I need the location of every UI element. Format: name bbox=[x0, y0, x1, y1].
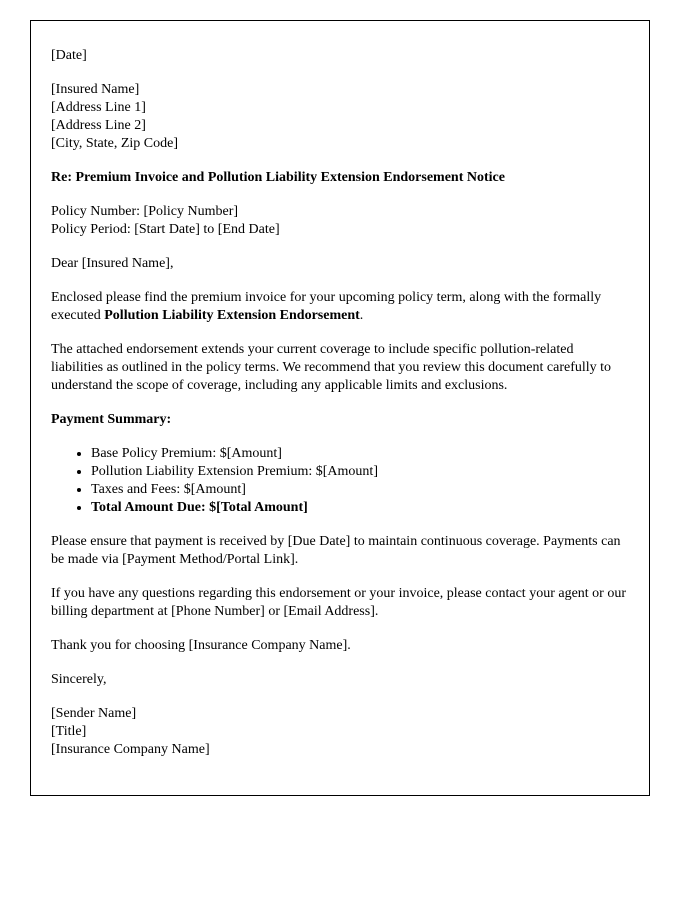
salutation: Dear [Insured Name], bbox=[51, 256, 174, 271]
body-paragraph-1-text: Enclosed please find the premium invoice for your upcoming policy term, along with the formally executed bbox=[51, 290, 602, 323]
payment-item-extension-premium: • Pollution Liability Extension Premium: $[Amount] bbox=[91, 463, 629, 481]
policy-number-line: Policy Number: [Policy Number] bbox=[51, 204, 239, 219]
recipient-name: [Insured Name] bbox=[51, 82, 140, 97]
body-paragraph-1-period: . bbox=[359, 308, 364, 323]
body-paragraph-3: Please ensure that payment is received by [Due Date] to maintain continuous coverage. Payments can be made via [Payment Method/Portal Link]. bbox=[51, 534, 621, 567]
body-paragraph-1 bbox=[51, 289, 629, 325]
signature-name: [Sender Name] bbox=[51, 706, 137, 721]
body-paragraph-5: Thank you for choosing [Insurance Company Name]. bbox=[51, 638, 351, 653]
signature-company: [Insurance Company Name] bbox=[51, 742, 210, 757]
payment-item-base-premium: • Base Policy Premium: $[Amount] bbox=[91, 445, 629, 463]
recipient-address-block bbox=[51, 81, 629, 153]
payment-item-taxes-fees: • Taxes and Fees: $[Amount] bbox=[91, 481, 629, 499]
body-paragraph-4: If you have any questions regarding this endorsement or your invoice, please contact your agent or our billing department at [Phone Number] or [Email Address]. bbox=[51, 586, 626, 619]
recipient-address-line-2: [Address Line 2] bbox=[51, 118, 146, 133]
date-line: [Date] bbox=[51, 48, 87, 63]
payment-summary-list bbox=[51, 445, 629, 517]
recipient-address-line-1: [Address Line 1] bbox=[51, 100, 146, 115]
payment-summary-heading: Payment Summary: bbox=[51, 412, 172, 427]
closing: Sincerely, bbox=[51, 672, 107, 687]
subject-line: Re: Premium Invoice and Pollution Liability Extension Endorsement Notice bbox=[51, 170, 505, 185]
signature-title: [Title] bbox=[51, 724, 87, 739]
policy-period-line: Policy Period: [Start Date] to [End Date] bbox=[51, 222, 280, 237]
endorsement-name-bold: Pollution Liability Extension Endorsement bbox=[104, 308, 360, 323]
payment-item-total-due: • Total Amount Due: $[Total Amount] bbox=[91, 499, 629, 517]
body-paragraph-2: The attached endorsement extends your current coverage to include specific pollution-related liabilities as outlined in the policy terms. We recommend that you review this document carefully to understand the scope of coverage, including any applicable limits and exclusions. bbox=[51, 342, 612, 393]
recipient-city-state-zip: [City, State, Zip Code] bbox=[51, 136, 179, 151]
letter-document bbox=[30, 20, 650, 796]
policy-info-block bbox=[51, 203, 629, 239]
signature-block bbox=[51, 705, 629, 759]
